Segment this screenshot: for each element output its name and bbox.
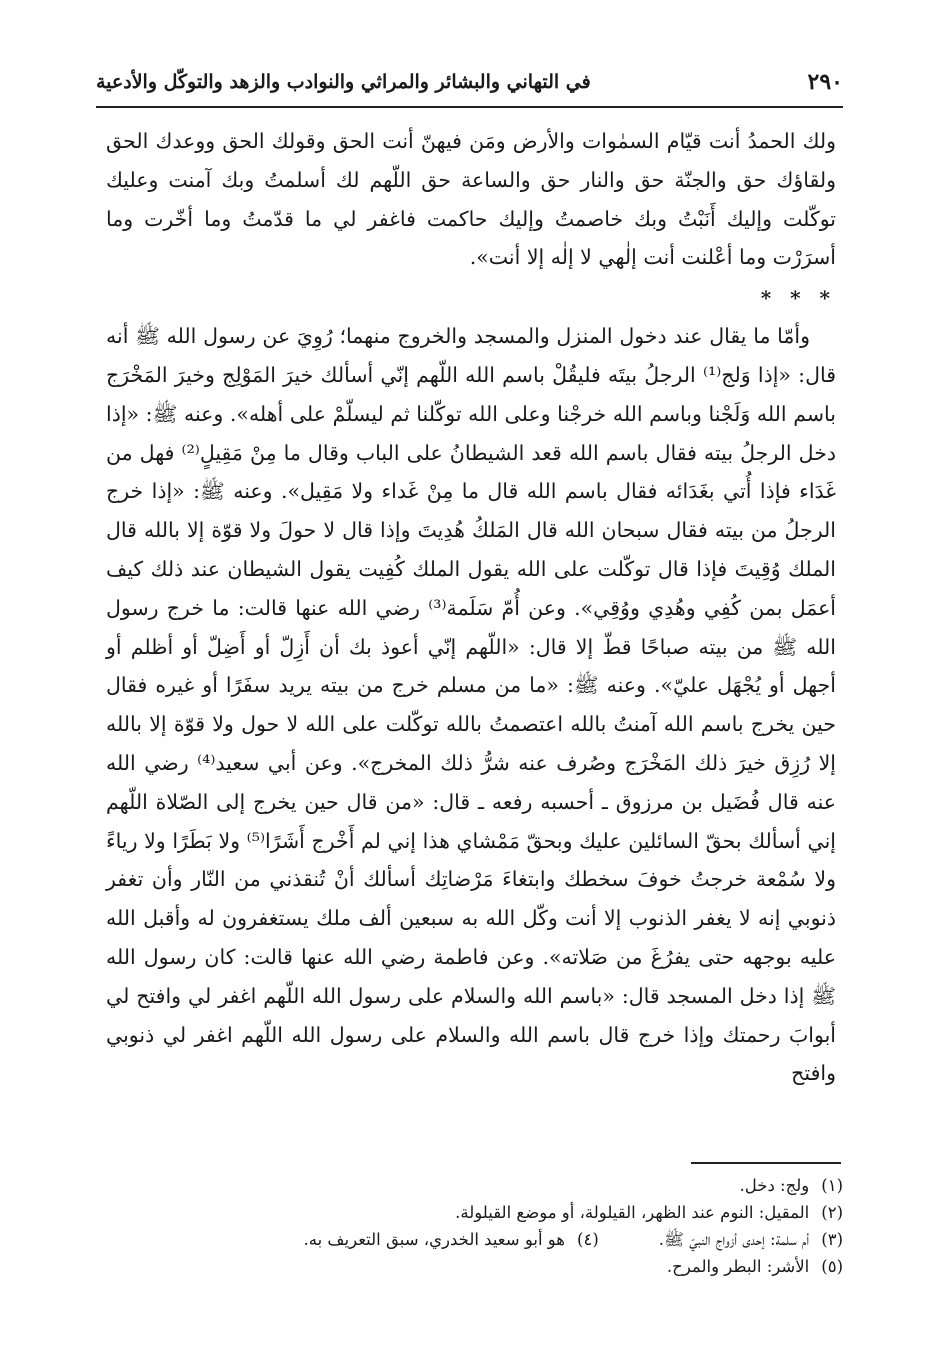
- footnote-text: هو أبو سعيد الخدري، سبق التعريف به.: [303, 1230, 566, 1249]
- paragraph-2: وأمّا ما يقال عند دخول المنزل والمسجد والخروج منهما؛ رُوِيَ عن رسول الله ﷺ أنه قال: «إذا وَلج⁽¹⁾ الرجلُ بيتَه فليقُلْ باسم الله اللّهم إنّي أسألك خيرَ المَوْلِج وخيرَ المَخْرَج باسم الله وَلَجْنا وباسم الله خرجْنا وعلى الله توكّلنا ثم ليسلّمْ على أهله». وعنه ﷺ: «إذا دخل الرجلُ بيته فقال باسم الله قعد الشيطانُ على الباب وقال ما مِنْ مَقِيلٍ⁽²⁾ فهل من غَدَاء فإذا أُتي بغَدَائه فقال باسم الله قال ما مِنْ غَداء ولا مَقِيل». وعنه ﷺ: «إذا خرج الرجلُ من بيته فقال سبحان الله قال المَلكُ هُدِيتَ وإذا قال لا حولَ ولا قوّة إلا بالله قال الملك وُقِيتَ فإذا قال توكّلت على الله يقول الملك كُفِيت يقول الشيطان عند ذلك كيف أعمَل بمن كُفِي وهُدِي ووُقِي». وعن أُمّ سَلَمة⁽³⁾ رضي الله عنها قالت: ما خرج رسول الله ﷺ من بيته صباحًا قطّ إلا قال: «اللّهم إنّي أعوذ بك أن أَزِلّ أو أَضِلّ أو أظلم أو أجهل أو يُجْهَل عليّ». وعنه ﷺ: «ما من مسلم خرج من بيته يريد سفَرًا أو غيره فقال حين يخرج باسم الله آمنتُ بالله اعتصمتُ بالله توكّلت على الله لا حول ولا قوّة إلا بالله إلا رُزِق خيرَ ذلك المَخْرَج وصُرف عنه شرُّ ذلك المخرج». وعن أبي سعيد⁽⁴⁾ رضي الله عنه قال فُضَيل بن مرزوق ـ أحسبه رفعه ـ قال: «من قال حين يخرج إلى الصّلاة اللّهم إني أسألك بحقّ السائلين عليك وبحقّ مَمْشاي هذا إني لم أَخْرج أَشَرًا⁽⁵⁾ ولا بَطَرًا ولا رياءً ولا سُمْعة خرجتُ خوفَ سخطك وابتغاءَ مَرْضاتِك أسألك أنْ تُنقذني من النّار وأن تغفر ذنوبي إنه لا يغفر الذنوب إلا أنت وكّل الله به سبعين ألف ملك يستغفرون له وأقبل الله عليه بوجهه حتى يفرُغَ من صَلاته». وعن فاطمة رضي الله عنها قالت: كان رسول الله ﷺ إذا دخل المسجد قال: «باسم الله والسلام على رسول الله اللّهم اغفر لي وافتح لي أبوابَ رحمتك وإذا خرج قال باسم الله والسلام على رسول الله اللّهم اغفر لي ذنوبي وافتح: [106, 324, 837, 1086]
- header-rule: [96, 106, 843, 108]
- footnote-text: الأشر: البطر والمرح.: [666, 1257, 810, 1276]
- footnote-number: (٣): [821, 1230, 843, 1249]
- footnote-line: [96, 1172, 843, 1199]
- footnote-3: [659, 1226, 843, 1253]
- footnote-4: [303, 1226, 598, 1253]
- main-text: [106, 122, 836, 1093]
- footnote-text: ولج: دخل.: [739, 1176, 810, 1195]
- footnote-text: أم سلمة: إحدى أزواج النبيّ ﷺ.: [658, 1230, 810, 1249]
- footnote-number: (٥): [821, 1257, 843, 1276]
- paragraph-1: ولك الحمدُ أنت قيّام السمٰوات والأرض ومَن فيهنّ أنت الحق وقولك الحق ووعدك الحق ولقاؤك حق والجنّة حق والنار حق والساعة حق اللّهم لك أسلمتُ وبك آمنت وعليك توكّلت وإليك أَنَبْتُ وبك خاصمتُ وإليك حاكمت فاغفر لي ما قدّمتُ وما أخّرت وما أسرَرْت وما أعْلنت أنت إلٰهي لا إلٰه إلا أنت».: [106, 129, 836, 270]
- footnote-text: المقيل: النوم عند الظهر، القيلولة، أو موضع القيلولة.: [455, 1203, 810, 1222]
- footnotes: [96, 1172, 843, 1280]
- footnote-2: [455, 1199, 843, 1226]
- running-title: في التهاني والبشائر والمراثي والنوادب والزهد والتوكّل والأدعية: [96, 71, 591, 93]
- footnote-5: [667, 1253, 843, 1280]
- footnote-line: [96, 1199, 843, 1226]
- page-number: ٢٩٠: [807, 69, 843, 95]
- footnote-number: (٢): [821, 1203, 843, 1222]
- footnote-number: (٤): [577, 1230, 599, 1249]
- section-ornament: * * *: [760, 286, 836, 311]
- page-header: [96, 64, 843, 100]
- footnote-line: [96, 1253, 843, 1280]
- footnote-line: [96, 1226, 843, 1253]
- footnote-rule: [691, 1162, 841, 1164]
- footnote-1: [740, 1172, 844, 1199]
- footnote-number: (١): [821, 1176, 843, 1195]
